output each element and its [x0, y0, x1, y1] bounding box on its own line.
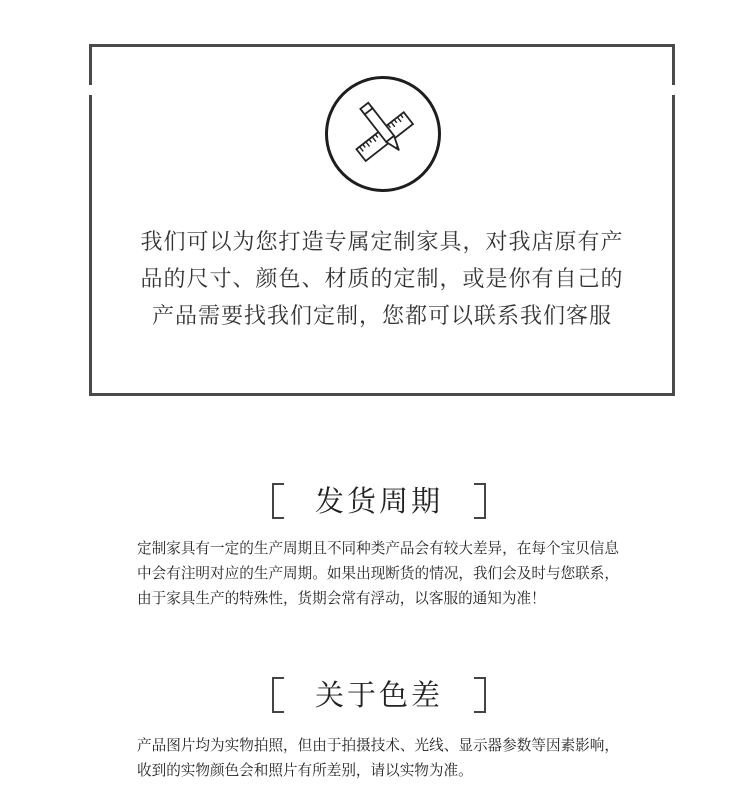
custom-service-text: 我们可以为您打造专属定制家具，对我店原有产品的尺寸、颜色、材质的定制，或是你有自己的产品需要找我们定制，您都可以联系我们客服 — [140, 230, 624, 329]
color-difference-title — [272, 677, 486, 717]
frame-gap-right — [670, 85, 678, 95]
color-difference-body: 产品图片均为实物拍照，但由于拍摄技术、光线、显示器参数等因素影响，收到的实物颜色会和照片有所差别，请以实物为准。 — [137, 737, 619, 779]
frame-gap-left — [86, 85, 94, 95]
bracket-right — [474, 483, 486, 519]
color-difference-title-text: 关于色差 — [314, 678, 443, 712]
bracket-left — [272, 677, 284, 713]
ruler-pencil-icon — [325, 76, 441, 192]
shipping-title-text: 发货周期 — [314, 484, 443, 518]
bracket-left — [272, 483, 284, 519]
bracket-right — [474, 677, 486, 713]
shipping-title — [272, 483, 486, 523]
shipping-body: 定制家具有一定的生产周期且不同种类产品会有较大差异，在每个宝贝信息中会有注明对应的生产周期。如果出现断货的情况，我们会及时与您联系，由于家具生产的特殊性，货期会常有浮动，以客服的通知为准！ — [137, 540, 619, 607]
